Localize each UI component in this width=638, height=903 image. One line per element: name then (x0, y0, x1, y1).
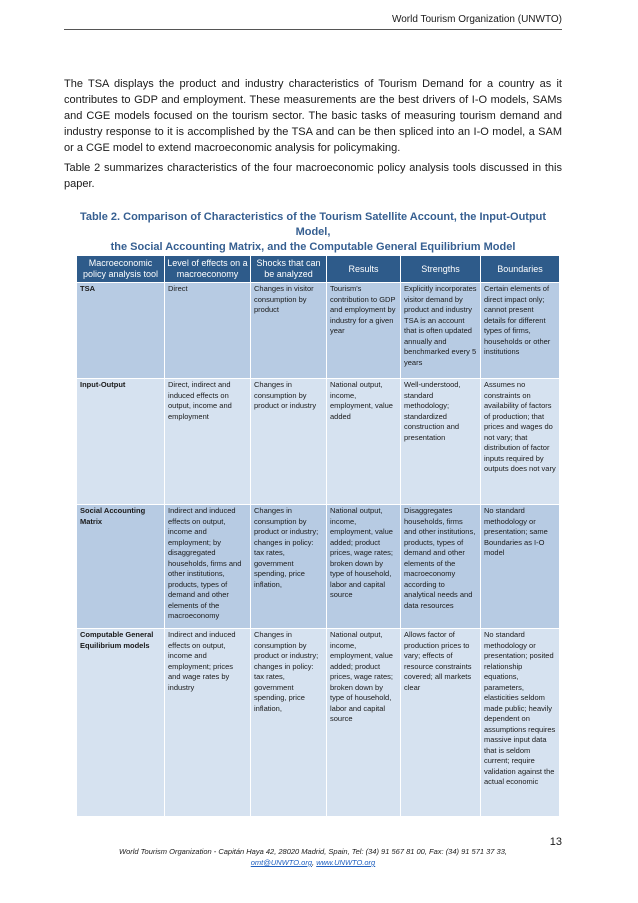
table-cell: Disaggregates households, firms and other institutions, products, types of demand and other elements of the macroeconomy according to analytical needs and data resources (401, 505, 481, 629)
table-cell: National output, income, employment, value added (327, 379, 401, 505)
footer-email-link[interactable]: omt@UNWTO.org (250, 858, 312, 867)
table-caption (64, 210, 562, 255)
column-header: Boundaries (481, 256, 560, 283)
column-header: Results (327, 256, 401, 283)
footer-website-link[interactable]: www.UNWTO.org (316, 858, 376, 867)
table-cell: Explicitly incorporates visitor demand by product and industry TSA is an account that is often updated annually and benchmarked every 5 years (401, 283, 481, 379)
table-cell: National output, income, employment, value added; product prices, wage rates; broken down by type of household, labor and capital source (327, 505, 401, 629)
table-cell: Changes in consumption by product or industry; changes in policy: tax rates, government spending, price inflation, (251, 505, 327, 629)
row-label: TSA (77, 283, 165, 379)
row-label: Social Accounting Matrix (77, 505, 165, 629)
row-label: Input-Output (77, 379, 165, 505)
table-cell: National output, income, employment, value added; product prices, wage rates; broken down by type of household, labor and capital source (327, 629, 401, 817)
table-row (77, 629, 560, 817)
table-cell: No standard methodology or presentation; same Boundaries as I-O model (481, 505, 560, 629)
header-rule (64, 29, 562, 30)
table-cell: No standard methodology or presentation; posited relationship equations, parameters, elasticities seldom made public; heavily dependent on assumptions requires massive input data that is seldom current; require validation against the actual economic (481, 629, 560, 817)
column-header: Strengths (401, 256, 481, 283)
intro-paragraph: The TSA displays the product and industry characteristics of Tourism Demand for a country as it contributes to GDP and employment. These measurements are the best drivers of I-O models, SAMs and CGE models focused on the tourism sector. The basic tasks of measuring tourism demand and industry response to it is accomplished by the TSA and can be then spliced into an I-O model, a SAM or a CGE model to extend macroeconomic analysis for policymaking. (64, 78, 562, 154)
table-row (77, 379, 560, 505)
comparison-table (76, 255, 560, 817)
table-cell: Direct, indirect and induced effects on output, income and employment (165, 379, 251, 505)
table-cell: Indirect and induced effects on output, income and employment; prices and wage rates by industry (165, 629, 251, 817)
table-cell: Direct (165, 283, 251, 379)
table-cell: Well-understood, standard methodology; standardized construction and presentation (401, 379, 481, 505)
table-cell: Indirect and induced effects on output, income and employment; by disaggregated households, firms and other institutions, products, types of demand and other elements of the macroeconomy (165, 505, 251, 629)
table-row (77, 505, 560, 629)
table-header-row (77, 256, 560, 283)
table-cell: Changes in consumption by product or industry; changes in policy: tax rates, government spending, price inflation, (251, 629, 327, 817)
table-row (77, 283, 560, 379)
table-cell: Changes in visitor consumption by product (251, 283, 327, 379)
table-cell: Certain elements of direct impact only; cannot present details for different types of firms, households or other institutions (481, 283, 560, 379)
footer (64, 846, 562, 868)
row-label: Computable General Equilibrium models (77, 629, 165, 817)
footer-separator: , (312, 858, 315, 867)
table-cell: Changes in consumption by product or industry (251, 379, 327, 505)
column-header: Shocks that can be analyzed (251, 256, 327, 283)
table-cell: Assumes no constraints on availability of factors of production; that prices and wages do not vary; that distribution of factor inputs required by outputs does not vary (481, 379, 560, 505)
column-header: Macroeconomic policy analysis tool (77, 256, 165, 283)
footer-address: World Tourism Organization - Capitán Haya 42, 28020 Madrid, Spain, Tel: (34) 91 567 81 00, Fax: (34) 91 571 37 33, (118, 847, 507, 856)
table-cell: Allows factor of production prices to vary; effects of resource constraints covered; all markets clear (401, 629, 481, 817)
summary-paragraph: Table 2 summarizes characteristics of the four macroeconomic policy analysis tools discussed in this paper. (64, 162, 562, 190)
running-header: World Tourism Organization (UNWTO) (391, 14, 562, 25)
page-number: 13 (549, 836, 562, 848)
column-header: Level of effects on a macroeconomy (165, 256, 251, 283)
caption-line-1: Table 2. Comparison of Characteristics of the Tourism Satellite Account, the Input-Output Model, (79, 211, 547, 238)
table-cell: Tourism's contribution to GDP and employment by industry for a given year (327, 283, 401, 379)
footer-links (64, 857, 562, 868)
caption-line-2: the Social Accounting Matrix, and the Computable General Equilibrium Model (110, 241, 516, 253)
